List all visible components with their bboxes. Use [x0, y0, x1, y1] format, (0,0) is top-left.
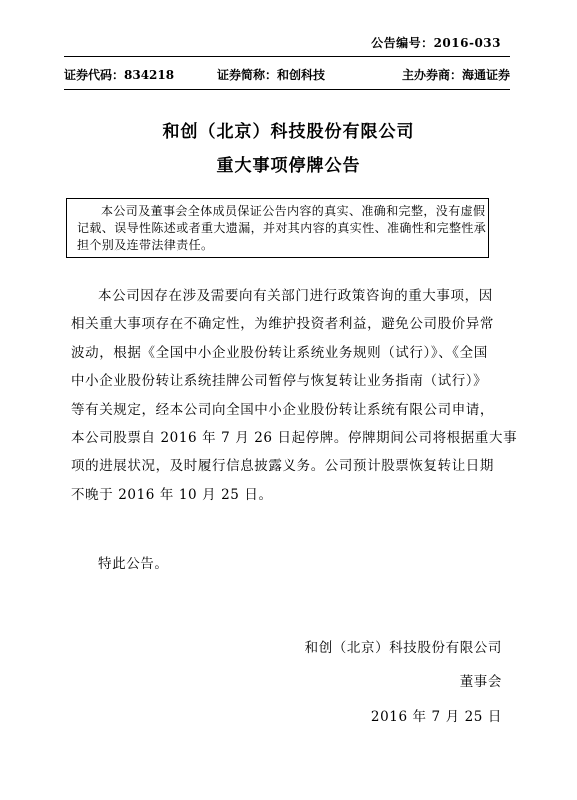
header-rule-top [64, 56, 510, 57]
disclaimer-line: 记载、误导性陈述或者重大遗漏，并对其内容的真实性、准确性和完整性承 [77, 221, 487, 235]
body-line: 项的进展状况，及时履行信息披露义务。公司预计股票恢复转让日期 [71, 458, 494, 475]
body-line: 相关重大事项存在不确定性，为维护投资者利益，避免公司股价异常 [71, 316, 494, 333]
header-rule-bottom [64, 89, 510, 90]
signature-company: 和创（北京）科技股份有限公司 [304, 640, 502, 656]
company-title: 和创（北京）科技股份有限公司 [162, 122, 415, 142]
body-line: 本公司股票自 2016 年 7 月 26 日起停牌。停牌期间公司将根据重大事 [71, 430, 518, 447]
announcement-number: 公告编号：2016-033 [371, 36, 501, 50]
body-paragraph [71, 282, 518, 509]
body-line: 波动，根据《全国中小企业股份转让系统业务规则（试行）》、《全国 [71, 344, 488, 361]
disclaimer-box [66, 198, 489, 258]
body-line: 等有关规定，经本公司向全国中小企业股份转让系统有限公司申请， [71, 401, 494, 418]
body-line: 中小企业股份转让系统挂牌公司暂停与恢复转让业务指南（试行）》 [71, 373, 488, 390]
disclaimer-line: 担个别及连带法律责任。 [77, 238, 214, 252]
body-line: 本公司因存在涉及需要向有关部门进行政策咨询的重大事项，因 [98, 288, 493, 304]
disclaimer-line: 本公司及董事会全体成员保证公告内容的真实、准确和完整，没有虚假 [101, 204, 486, 218]
signature-date: 2016 年 7 月 25 日 [370, 709, 502, 725]
announcement-title: 重大事项停牌公告 [216, 156, 361, 176]
security-code: 证券代码：834218 [64, 68, 175, 82]
lead-broker: 主办券商：海通证券 [401, 68, 510, 82]
security-short-name: 证券简称：和创科技 [217, 68, 326, 82]
signature-board: 董事会 [459, 674, 502, 690]
security-info-row [64, 66, 510, 84]
closing-statement: 特此公告。 [98, 556, 169, 572]
body-line: 不晚于 2016 年 10 月 25 日。 [71, 486, 273, 503]
